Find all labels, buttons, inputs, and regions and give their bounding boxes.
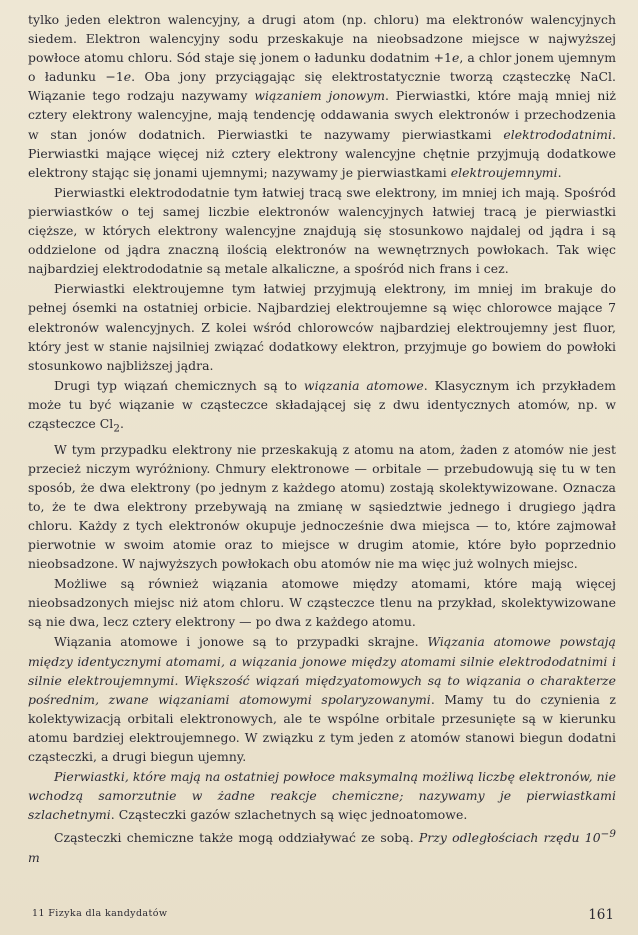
body-text: [28, 10, 616, 867]
italic-text: elektrododatnimi: [503, 126, 612, 142]
paragraph: [28, 10, 616, 182]
text-run: . Mamy tu do czynienia z kolektywizacją orbitali elektronowych, ale te wspólne orbitale przesunięte są w kierunku atomu bardziej elektroujemnego. W związku z tym jeden z atomów stanowi biegun dodatni cząsteczki, a drugi biegun ujemny.: [28, 691, 616, 765]
paragraph: [28, 376, 616, 439]
text-run: Pierwiastki elektroujemne tym łatwiej przyjmują elektrony, im mniej im brakuje do pełnej ósemki na ostatniej orbicie. Najbardziej elektroujemne są więc chlorowce mające 7 elektronów walencyjnych. Z kolei wśród chlorowców najbardziej elektroujemny jest fluor, który jest w stanie najsilniej związać dodatkowy elektron, przyjmuje go bowiem do powłoki stosunkowo najbliższej jądra.: [28, 281, 616, 373]
paragraph: [28, 574, 616, 631]
paragraph: [28, 183, 616, 278]
italic-text: wiązania atomowe: [303, 377, 424, 393]
italic-text: e: [123, 69, 132, 85]
text-run: Pierwiastki elektrododatnie tym łatwiej tracą swe elektrony, im mniej ich mają. Spośród pierwiastków o tej samej liczbie elektronów walencyjnych łatwiej tracą je pierwiastki cięższe, w których elektrony walencyjne znajdują się stosunkowo najdalej od jądra i są oddzielone od jądra znaczną ilością elektronów na wewnętrznych powłokach. Tak więc najbardziej elektrododatnie są metale alkaliczne, a spośród nich frans i cez.: [28, 184, 616, 277]
paragraph: [28, 632, 616, 766]
italic-text: e: [452, 50, 460, 66]
italic-text: wiązaniem jonowym: [254, 88, 385, 104]
italic-text: Przy odległościach rzędu 10: [418, 830, 601, 846]
paragraph: [28, 825, 616, 866]
text-run: . Oba jony przyciągając się elektrostatycznie tworzą cząsteczkę NaCl. Wiązanie tego rodzaju nazywamy: [28, 69, 616, 104]
paragraph: [28, 440, 616, 574]
italic-text: Wiązania atomowe powstają między identycznymi atomami, a wiązania jonowe między atomami silnie elektrododatnimi i silnie elektroujemnymi. Większość wiązań międzyatomowych są to wiązania o charakterze pośrednim, zwane wiązaniami atomowymi spolaryzowanymi: [28, 634, 616, 707]
paragraph: [28, 767, 616, 824]
text-run: .: [557, 164, 562, 180]
text-run: .: [119, 415, 124, 431]
text-run: . Cząsteczki gazów szlachetnych są więc jednoatomowe.: [110, 807, 468, 823]
text-run: Cząsteczki chemiczne także mogą oddziaływać ze sobą.: [54, 830, 419, 846]
text-run: Drugi typ wiązań chemicznych są to: [54, 377, 304, 393]
printer-signature: 11 Fizyka dla kandydatów: [32, 908, 168, 919]
text-run: W tym przypadku elektrony nie przeskakują z atomu na atom, żaden z atomów nie jest przecież niczym wyróżniony. Chmury elektronowe — orbitale — przebudowują się tu w ten sposób, że dwa elektrony (po jednym z każdego atomu) zostają skolektywizowane. Oznacza to, że te dwa elektrony przebywają na zmianę w sąsiedztwie jednego i drugiego jądra chloru. Każdy z tych elektronów okupuje jednocześnie dwa miejsca — to, które zajmował pierwotnie w swoim atomie oraz to miejsce w drugim atomie, które było poprzednio nieobsadzone. W najwyższych powłokach obu atomów nie ma więc już wolnych miejsc.: [28, 441, 616, 572]
page-footer: [32, 901, 614, 923]
text-run: Wiązania atomowe i jonowe są to przypadki skrajne.: [54, 634, 428, 650]
italic-text: elektroujemnymi: [450, 164, 558, 180]
text-run: tylko jeden elektron walencyjny, a drugi atom (np. chloru) ma elektronów walencyjnych siedem. Elektron walencyjny sodu przeskakuje na nieobsadzone miejsce w najwyższej powłoce atomu chloru. Sód staje się jonem o ładunku dodatnim +1: [28, 12, 616, 66]
text-run: Możliwe są również wiązania atomowe między atomami, które mają więcej nieobsadzonych miejsc niż atom chloru. W cząsteczce tlenu na przykład, skolektywizowane są nie dwa, lecz cztery elektrony — po dwa z każdego atomu.: [28, 576, 616, 630]
text-run: , a chlor jonem ujemnym o ładunku −1: [28, 50, 616, 85]
italic-text: m: [28, 849, 40, 865]
page-number: 161: [588, 907, 614, 923]
text-run: . Klasycznym ich przykładem może tu być wiązanie w cząsteczce składającej się z dwu identycznych atomów, np. w cząsteczce Cl: [28, 377, 616, 431]
text-run: . Pierwiastki mające więcej niż cztery elektrony walencyjne chętnie przyjmują dodatkowe elektrony stając się jonami ujemnymi; nazywamy je pierwiastkami: [28, 126, 616, 180]
paragraph: [28, 279, 616, 374]
script-text: −9: [600, 828, 616, 841]
text-run: . Pierwiastki, które mają mniej niż cztery elektrony walencyjne, mają tendencję oddawania swych elektronów i przechodzenia w stan jonów dodatnich. Pierwiastki te nazywamy pierwiastkami: [28, 88, 616, 142]
script-text: 2: [113, 422, 120, 435]
italic-text: Pierwiastki, które mają na ostatniej powłoce maksymalną możliwą liczbę elektronów, nie wchodzą samorzutnie w żadne reakcje chemiczne; nazywamy je pierwiastkami szlachetnymi: [28, 769, 616, 823]
